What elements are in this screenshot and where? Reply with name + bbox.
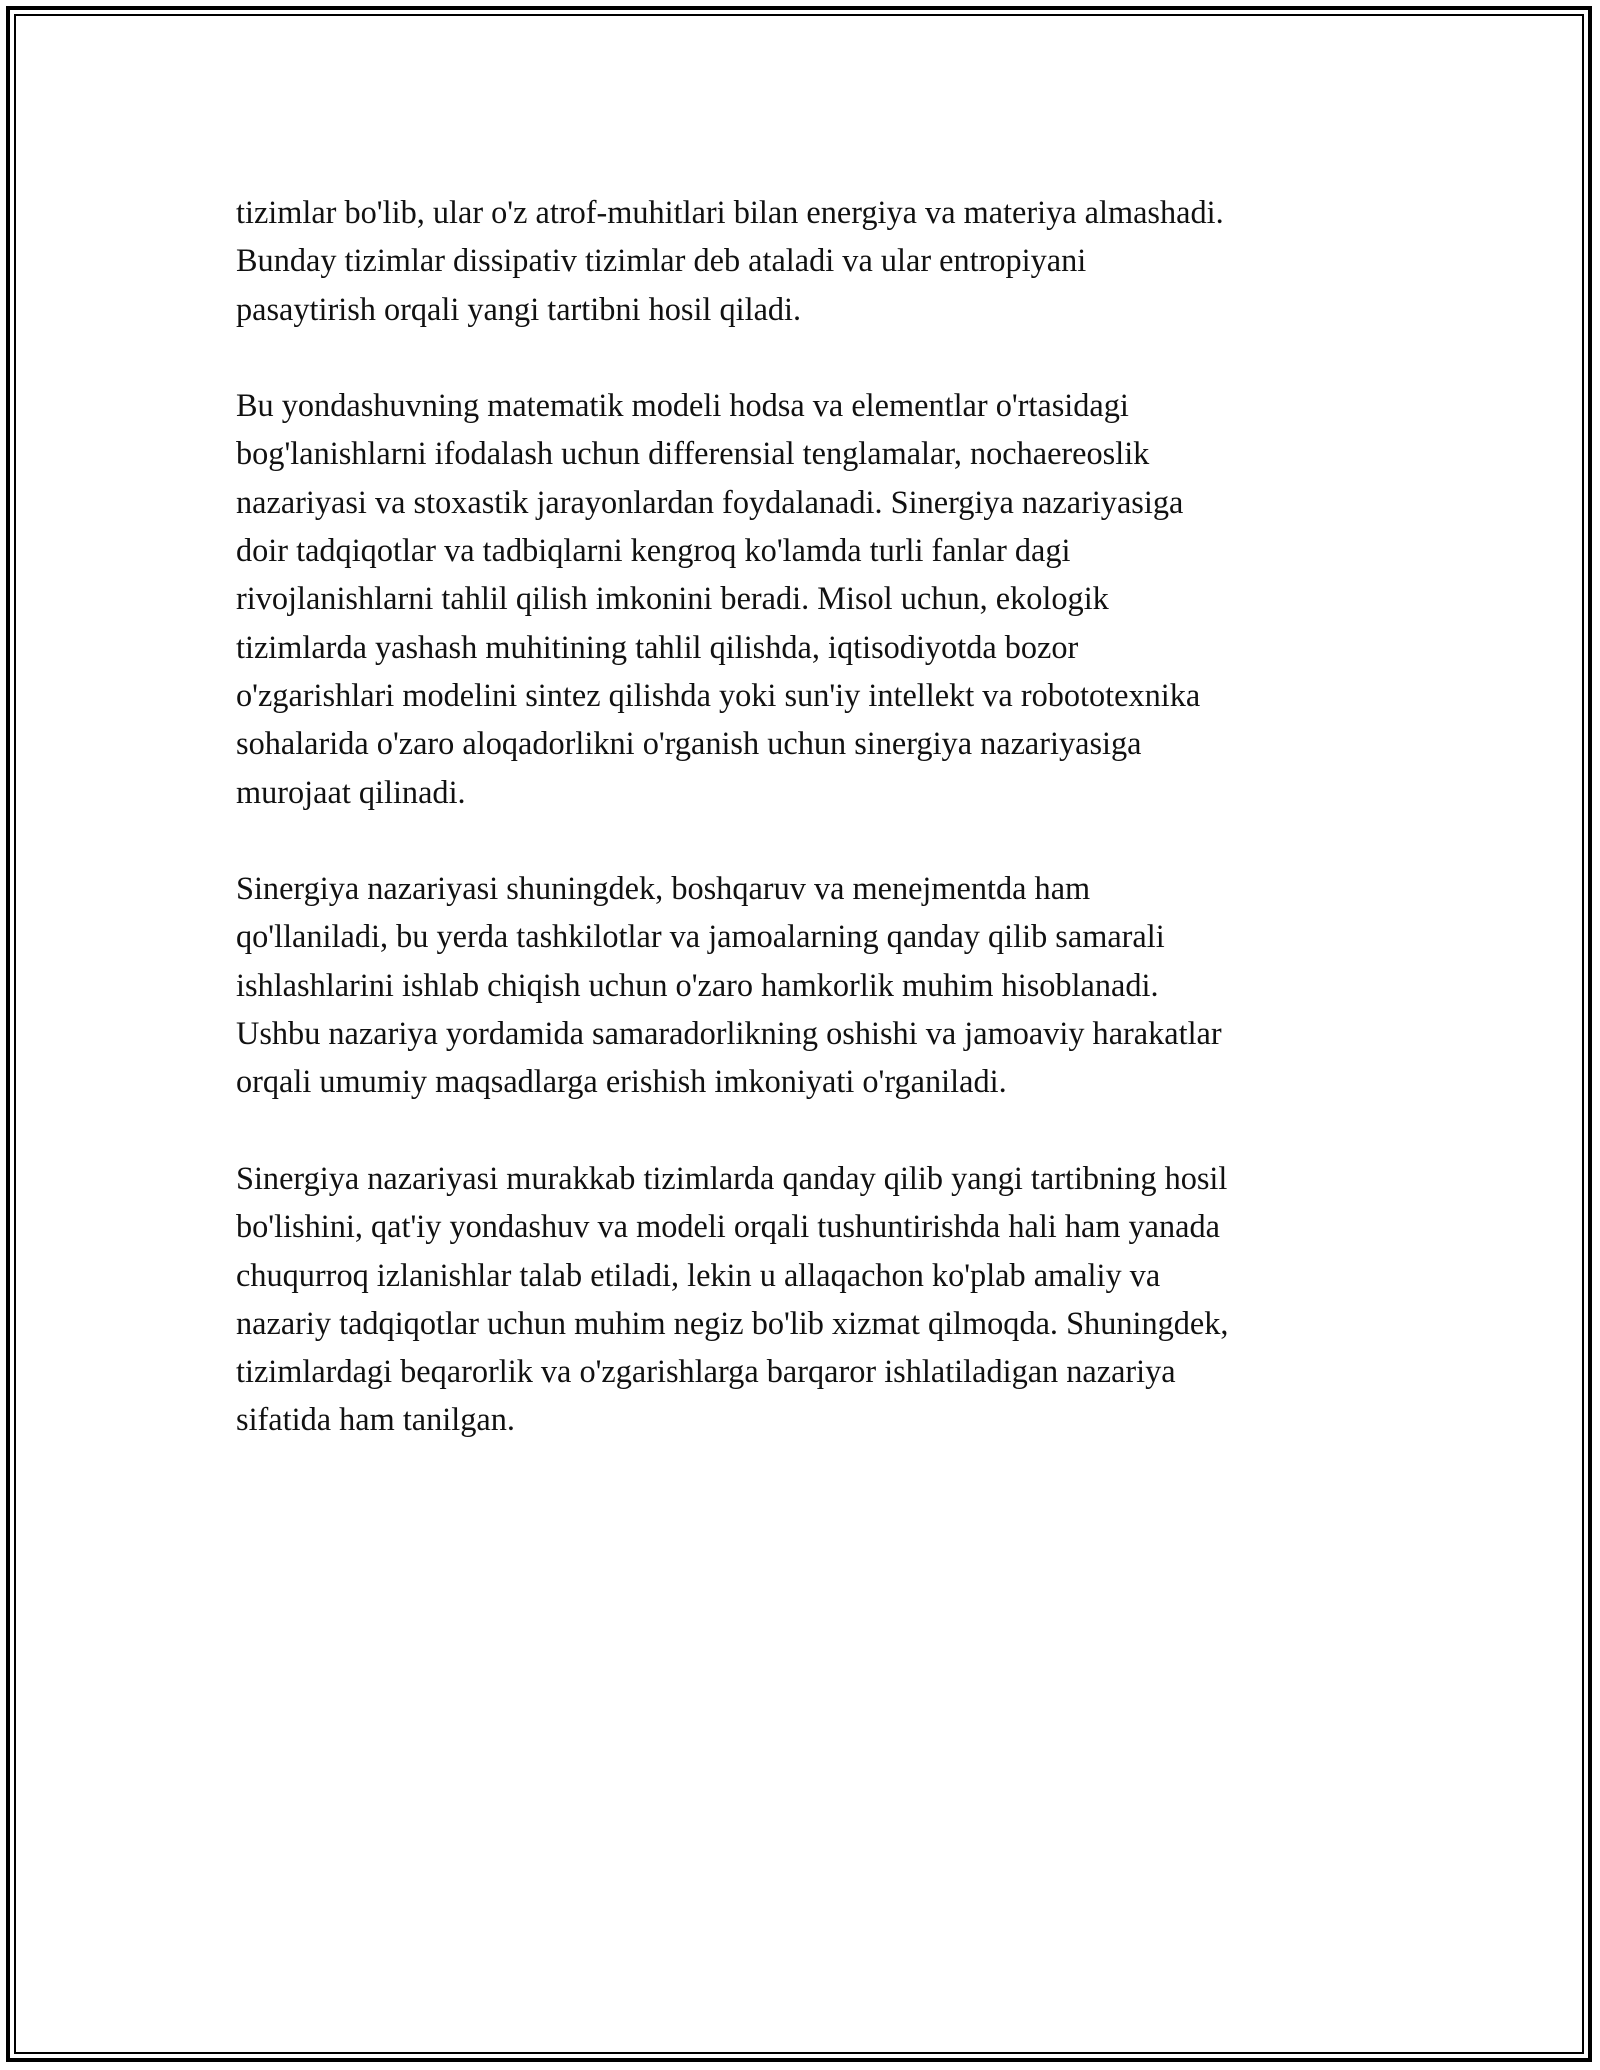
text-line: Ushbu nazariya yordamida samaradorlikning oshishi va jamoaviy harakatlar [236, 1015, 1222, 1052]
text-line: bo'lishini, qat'iy yondashuv va modeli orqali tushuntirishda hali ham yanada [236, 1208, 1220, 1245]
text-line: tizimlardagi beqarorlik va o'zgarishlarga barqaror ishlatiladigan nazariya [236, 1353, 1176, 1390]
text-line: nazariy tadqiqotlar uchun muhim negiz bo'lib xizmat qilmoqda. Shuningdek, [236, 1304, 1229, 1341]
paragraph-4 [236, 1154, 1386, 1444]
text-line: orqali umumiy maqsadlarga erishish imkoniyati o'rganiladi. [236, 1063, 1007, 1100]
text-line: rivojlanishlarni tahlil qilish imkonini beradi. Misol uchun, ekologik [236, 580, 1109, 617]
text-line: doir tadqiqotlar va tadbiqlarni kengroq ko'lamda turli fanlar dagi [236, 532, 1071, 569]
text-line: Sinergiya nazariyasi shuningdek, boshqaruv va menejmentda ham [236, 870, 1091, 907]
text-line: Bunday tizimlar dissipativ tizimlar deb ataladi va ular entropiyani [236, 242, 1087, 279]
text-line: ishlashlarini ishlab chiqish uchun o'zaro hamkorlik muhim hisoblanadi. [236, 966, 1159, 1003]
text-line: sifatida ham tanilgan. [236, 1401, 515, 1438]
text-line: tizimlarda yashash muhitining tahlil qilishda, iqtisodiyotda bozor [236, 628, 1079, 665]
text-line: pasaytirish orqali yangi tartibni hosil qiladi. [236, 290, 802, 327]
document-body [236, 188, 1386, 1492]
text-line: tizimlar bo'lib, ular o'z atrof-muhitlari bilan energiya va materiya almashadi. [236, 194, 1224, 230]
text-line: Sinergiya nazariyasi murakkab tizimlarda qanday qilib yangi tartibning hosil [236, 1159, 1228, 1196]
text-line: o'zgarishlari modelini sintez qilishda yoki sun'iy intellekt va robototexnika [236, 676, 1201, 713]
text-line: nazariyasi va stoxastik jarayonlardan foydalanadi. Sinergiya nazariyasiga [236, 483, 1184, 520]
paragraph-3 [236, 864, 1386, 1105]
paragraph-1 [236, 188, 1386, 333]
text-line: bog'lanishlarni ifodalash uchun differensial tenglamalar, nochaereoslik [236, 435, 1150, 472]
paragraph-2 [236, 381, 1386, 816]
text-line: murojaat qilinadi. [236, 773, 466, 810]
text-line: qo'llaniladi, bu yerda tashkilotlar va jamoalarning qanday qilib samarali [236, 918, 1165, 955]
text-line: chuqurroq izlanishlar talab etiladi, lekin u allaqachon ko'plab amaliy va [236, 1256, 1161, 1293]
text-line: sohalarida o'zaro aloqadorlikni o'rganish uchun sinergiya nazariyasiga [236, 725, 1142, 762]
text-line: Bu yondashuvning matematik modeli hodsa va elementlar o'rtasidagi [236, 387, 1129, 424]
